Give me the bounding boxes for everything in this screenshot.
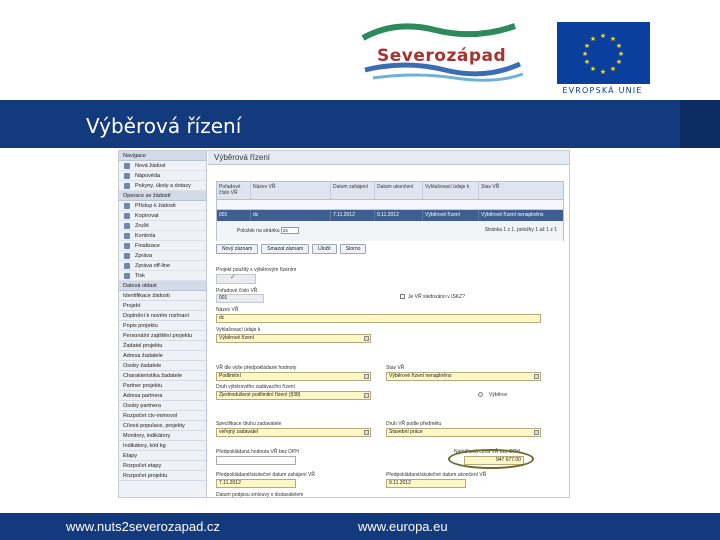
svg-text:★: ★ bbox=[609, 35, 617, 43]
type-label: VŘ dle výše předpokládané hodnoty bbox=[216, 365, 297, 371]
grid-cell: 001 bbox=[217, 210, 251, 221]
sidebar-item-help[interactable]: Nápověda bbox=[119, 171, 206, 181]
finalize-icon bbox=[124, 243, 130, 249]
sidebar-link[interactable]: Žadatel projektu bbox=[119, 341, 206, 351]
severozapad-logo bbox=[355, 18, 530, 90]
subject-select[interactable]: Stavební práce bbox=[386, 428, 541, 437]
order-label: Pořadové číslo VŘ bbox=[216, 288, 258, 294]
sidebar-link[interactable]: Adresa partnera bbox=[119, 391, 206, 401]
grid-cell: dc bbox=[251, 210, 331, 221]
delete-record-button[interactable]: Smazat záznam bbox=[261, 244, 309, 254]
sidebar-item-delete[interactable]: Zrušit bbox=[119, 221, 206, 231]
title-band-accent bbox=[680, 100, 720, 148]
end-label: Předpokládané/skutečné datum ukončení VŘ bbox=[386, 472, 487, 478]
slide-title: Výběrová řízení bbox=[86, 114, 242, 138]
sidebar-link[interactable]: Personální zajištění projektu bbox=[119, 331, 206, 341]
dropdown-icon[interactable] bbox=[364, 430, 369, 435]
name-field[interactable]: dc bbox=[216, 314, 541, 323]
subject-label: Druh VŘ podle předmětu bbox=[386, 421, 442, 427]
estimated-label: Předpokládaná hodnota VŘ bez DPH bbox=[216, 449, 299, 455]
kind-label: Druh výběrového zadávacího řízení bbox=[216, 384, 295, 390]
sidebar-link[interactable]: Doplnění k novém rozhraní bbox=[119, 311, 206, 321]
sidebar-link[interactable]: Rozpočet ctv-mimovol bbox=[119, 411, 206, 421]
sidebar-section-operations[interactable]: Operace se žádostí bbox=[119, 191, 206, 201]
sidebar-item-report[interactable]: Zpráva bbox=[119, 251, 206, 261]
svg-text:★: ★ bbox=[615, 42, 623, 50]
sidebar-link[interactable]: Projekt bbox=[119, 301, 206, 311]
grid-col-end[interactable]: Datum ukončení bbox=[375, 182, 423, 199]
status-select[interactable]: Výběrové řízení nenaplněno bbox=[386, 372, 541, 381]
kind-select[interactable]: Zjednodušené podlimitní řízení (§38) bbox=[216, 391, 371, 400]
svg-text:★: ★ bbox=[589, 35, 597, 43]
eu-flag-icon bbox=[557, 22, 650, 84]
svg-text:★: ★ bbox=[609, 65, 617, 73]
tasks-icon bbox=[124, 183, 130, 189]
eu-label: EVROPSKÁ UNIE bbox=[562, 86, 643, 95]
dropdown-icon[interactable] bbox=[364, 393, 369, 398]
dropdown-icon[interactable] bbox=[534, 374, 539, 379]
grid-filter-row[interactable] bbox=[217, 200, 563, 210]
svg-text:★: ★ bbox=[581, 50, 589, 58]
contract-field[interactable]: 947 677.00 bbox=[464, 456, 524, 465]
copy-icon bbox=[124, 213, 130, 219]
grid-cell: Výběrové řízení bbox=[423, 210, 479, 221]
grid-col-announce[interactable]: Vyhlašovací údaje k bbox=[423, 182, 479, 199]
action-buttons bbox=[216, 244, 366, 254]
delete-icon bbox=[124, 223, 130, 229]
sidebar-item-tasks[interactable]: Pokyny, úkoly a dotazy bbox=[119, 181, 206, 191]
sidebar-section-data[interactable]: Datová oblast bbox=[119, 281, 206, 291]
dropdown-icon[interactable] bbox=[534, 430, 539, 435]
vyberov-label: Výběrov bbox=[489, 392, 508, 398]
grid-cell: 7.11.2012 bbox=[331, 210, 375, 221]
name-label: Název VŘ bbox=[216, 307, 239, 313]
type-select[interactable]: Podlimitní bbox=[216, 372, 371, 381]
new-record-button[interactable]: Nový záznam bbox=[216, 244, 258, 254]
sidebar-link[interactable]: Identifikace žádosti bbox=[119, 291, 206, 301]
start-label: Předpokládané/skutečné datum zahájení VŘ bbox=[216, 472, 315, 478]
panel-title: Výběrová řízení bbox=[208, 151, 570, 165]
page-size-control bbox=[237, 227, 299, 234]
start-date-field[interactable]: 7.11.2012 bbox=[216, 479, 296, 488]
sidebar-section-navigation[interactable]: Navigace bbox=[119, 151, 206, 161]
grid-header bbox=[217, 182, 563, 200]
sidebar-item-check[interactable]: Kontrola bbox=[119, 231, 206, 241]
specification-select[interactable]: veřejný zadavatel bbox=[216, 428, 371, 437]
save-button[interactable]: Uložit bbox=[312, 244, 337, 254]
grid-col-start[interactable]: Datum zahájení bbox=[331, 182, 375, 199]
check-icon bbox=[124, 233, 130, 239]
sidebar-link[interactable]: Monitory, indikátory bbox=[119, 431, 206, 441]
vyberov-radio[interactable] bbox=[478, 392, 483, 397]
end-date-field[interactable]: 9.11.2012 bbox=[386, 479, 466, 488]
sidebar-item-report-offline[interactable]: Zpráva off-line bbox=[119, 261, 206, 271]
grid-col-name[interactable]: Název VŘ bbox=[251, 182, 331, 199]
page-size-label: Položek na stránku bbox=[237, 227, 280, 234]
status-label: Stav VŘ bbox=[386, 365, 405, 371]
sidebar-link[interactable]: Indikátory, kód kg bbox=[119, 441, 206, 451]
svg-text:★: ★ bbox=[583, 58, 591, 66]
svg-text:★: ★ bbox=[589, 65, 597, 73]
gdpr-label: Projekt použitý s výběrovým řízením bbox=[216, 267, 297, 273]
app-screenshot bbox=[118, 150, 570, 498]
footer-link-left[interactable]: www.nuts2severozapad.cz bbox=[66, 519, 220, 534]
sidebar-link[interactable]: Osoby žadatele bbox=[119, 361, 206, 371]
highlight-ellipse bbox=[448, 449, 534, 469]
contract-label: Nabídková cena VŘ bez DPH bbox=[454, 449, 520, 455]
svg-text:★: ★ bbox=[615, 58, 623, 66]
grid-pager bbox=[217, 221, 563, 241]
sidebar-item-finalize[interactable]: Finalizace bbox=[119, 241, 206, 251]
final-label: Datum podpisu smlouvy s dodavatelem bbox=[216, 492, 304, 498]
page-info: Stránka 1 z 1, položky 1 až 1 z 1 bbox=[484, 227, 557, 233]
sidebar bbox=[119, 151, 207, 498]
sidebar-link[interactable]: Charakteristika žadatele bbox=[119, 371, 206, 381]
sidebar-link[interactable]: Rozpočet etapy bbox=[119, 461, 206, 471]
specification-label: Specifikace druhu zadavatele bbox=[216, 421, 282, 427]
grid-col-order[interactable]: Pořadové číslo VŘ bbox=[217, 182, 251, 199]
page-size-select[interactable]: 25 bbox=[281, 227, 299, 234]
gdpr-field[interactable] bbox=[216, 274, 256, 284]
sidebar-link[interactable]: Cílová populace, projekty bbox=[119, 421, 206, 431]
report-icon bbox=[124, 253, 130, 259]
main-panel bbox=[208, 151, 570, 498]
cancel-button[interactable]: Storno bbox=[340, 244, 367, 254]
document-icon bbox=[124, 163, 130, 169]
help-icon bbox=[124, 173, 130, 179]
sidebar-link[interactable]: Popis projektu bbox=[119, 321, 206, 331]
checkmark-icon: ✓ bbox=[230, 274, 236, 281]
announce-label: Vyhlašovací údaje k bbox=[216, 327, 261, 333]
sidebar-link[interactable]: Osoby partnera bbox=[119, 401, 206, 411]
sidebar-item-new[interactable]: Nová žádost bbox=[119, 161, 206, 171]
dropdown-icon[interactable] bbox=[364, 374, 369, 379]
table-row[interactable] bbox=[217, 210, 563, 221]
sidebar-link[interactable]: Adresa žadatele bbox=[119, 351, 206, 361]
sidebar-item-print[interactable]: Tisk bbox=[119, 271, 206, 281]
sidebar-link[interactable]: Partner projektu bbox=[119, 381, 206, 391]
sidebar-link[interactable]: Etapy bbox=[119, 451, 206, 461]
order-field[interactable]: 001 bbox=[216, 294, 264, 303]
print-icon bbox=[124, 273, 130, 279]
svg-text:★: ★ bbox=[617, 50, 625, 58]
estimated-field[interactable] bbox=[216, 456, 296, 465]
grid-cell: 9.11.2012 bbox=[375, 210, 423, 221]
grid-cell: Výběrové řízení nenaplněno bbox=[481, 212, 544, 218]
iskz-label: Je VŘ sledováno v ISKZ? bbox=[408, 294, 465, 300]
svg-text:★: ★ bbox=[583, 42, 591, 50]
offline-icon bbox=[124, 263, 130, 269]
logo-text: Severozápad bbox=[377, 46, 507, 66]
iskz-checkbox[interactable] bbox=[400, 294, 405, 299]
svg-text:★: ★ bbox=[599, 68, 607, 76]
access-icon bbox=[124, 203, 130, 209]
footer-link-right[interactable]: www.europa.eu bbox=[358, 519, 448, 534]
records-grid bbox=[216, 181, 564, 241]
sidebar-item-access[interactable]: Přístup k žádosti bbox=[119, 201, 206, 211]
grid-col-status[interactable]: Stav VŘ bbox=[481, 184, 500, 190]
announce-select[interactable]: Výběrové řízení bbox=[216, 334, 371, 343]
sidebar-item-copy[interactable]: Kopírovat bbox=[119, 211, 206, 221]
svg-text:★: ★ bbox=[599, 32, 607, 40]
dropdown-icon[interactable] bbox=[364, 336, 369, 341]
top-header bbox=[0, 0, 720, 100]
sidebar-link[interactable]: Rozpočet projektu bbox=[119, 471, 206, 481]
